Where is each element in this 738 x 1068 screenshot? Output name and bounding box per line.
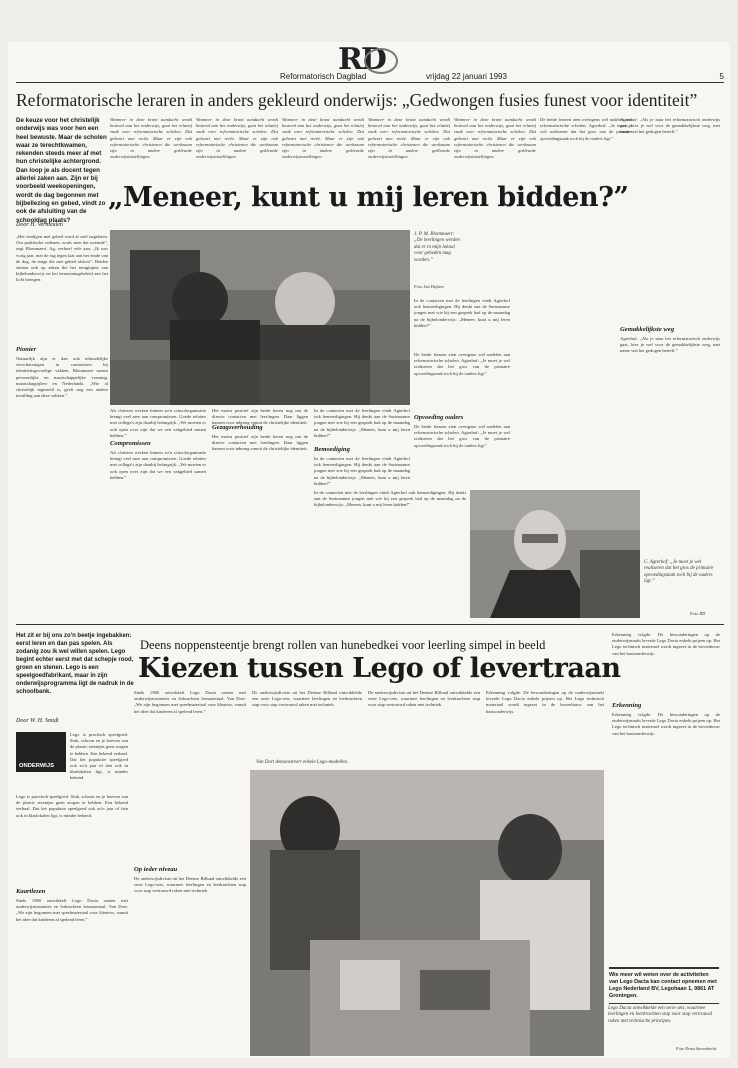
photo-credit-2: Foto RD [690, 611, 706, 616]
article1-sub-gemakkelijk: Gemakkelijkste weg [620, 326, 675, 333]
article1-intro-cont2: Wanneer in deze krant aandacht wordt besteed aan het onderwijs, gaat het relatief vaak over reformatorische scholen. Dat gebeurt met recht. Maar er zijn ook reformatorische christenen die werkzaam zijn in andere gekleurde onderwijsinstellingen. [282, 117, 364, 160]
article1-body-2a: Als christen werken binnen zo'n schoolorganisatie brengt veel mee aan compromissen. Goede relaties met collega's zijn daarbij belangrijk. „We moeten er ook open over zijn dat we een vakgebied samen hebben.” [110, 408, 206, 438]
article2-body-3: De onderwijsdivisie uit het Deense Billund ontwikkelde een serie Lego-sets, waarmee leerlingen en leerkrachten stap voor stap vertrouwd raken met techniek. [252, 690, 362, 708]
photo-portrait-image [470, 490, 640, 618]
article1-body-3a: Het moest positief zijn beide heren nog om de directe contacten met leerlingen. Daar liggen kansen voor inbreng vanuit de christelijke identiteit. [212, 408, 308, 426]
article2-sub-erkenning: Erkenning [612, 702, 642, 709]
article1-body-5: De beide leraren zien overigens wel nadelen aan reformatorische scholen. Agterhof: „Je moet je wel realiseren dat het gros van de primaire opvoedingstaak toch bij de ouders ligt.” [414, 352, 510, 376]
article2-lead: Het zit er bij ons zo'n beetje ingebakken: eerst leren en dan pas spelen. Als zodanig zou ik wel willen spelen. Lego begint echter eerst met dat schepje rood, groen en stenen. Lego is een speelgoedfabrikant, maar in zijn onderwijsprogramma ligt de nadruk in de schoolbank. [16, 633, 134, 695]
plus-ring-logo [364, 48, 398, 74]
article1-body-7: In de contacten met de leerlingen vindt Agterhof ook bemoedigingen. Hij denkt aan de Surinaamse jongen met wie hij een gesprek had op de maandag na de bijbelonderwijs: „Meneer, kunt u mij leren bidden?” [314, 490, 466, 508]
article2-kicker: Deens noppensteentje brengt rollen van hunebedkei voor leerling simpel in beeld [140, 638, 546, 652]
photo-credit-3: Foto Ernst Steendrecht [676, 1046, 717, 1051]
photo-teachers-lab [110, 230, 410, 405]
article2-body-1b: Sinds 1980 ontwikkelt Lego Dacta samen met onderwijsinstanties en lerkrachten lesmateriaal. Van Dort: „We zijn begonnen met speelmateriaal voor kleuters, vanuit het idee dat kinderen al spelend leren.” [16, 898, 128, 922]
article1-sub-gezag: Gezagsverhouding [212, 424, 263, 431]
article1-headline: „Meneer, kunt u mij leren bidden?” [108, 182, 629, 213]
article2-body-1a: Lego is practisch speelgoed. Stuk, schoon en je hoeven van de plastic steentjes geen zorgen te hebben. Een bekend verhaal. Dat het populaire speelgoed ook zo'n jaar of tien ook in klaslokalen ligt, is minder bekend. [70, 732, 128, 781]
article1-body-6b: Agterhof: „Als je naar het reformatorisch onderwijs gaat, kies je wel voor de gemakkelijkste weg, met name wat het gedogen betreft.” [620, 117, 720, 135]
article2-byline: Door W. H. Smidt [16, 718, 59, 724]
article1-body-2: Als christen werken binnen zo'n schoolorganisatie brengt veel mee aan compromissen. Goede relaties met collega's zijn daarbij belangrijk. „We moeten er ook open over zijn dat we een vakgebied samen hebben.” [110, 450, 206, 480]
article1-body-6a: De beide leraren zien overigens wel nadelen aan reformatorische scholen. Agterhof: „Je moet je wel realiseren dat het gros van de primaire opvoedingstaak toch bij de ouders ligt.” [540, 117, 632, 141]
issue-date: vrijdag 22 januari 1993 [426, 72, 507, 81]
article2-body-6a: Erkenning volgde. De bewonderingen op de onderwijsmarkt leverde Lego Dacta enkele prijzen op. Het Lego technisch materiaal wordt ingezet in de bovenbouw van het basisonderwijs. [612, 632, 720, 656]
photo-lego-image [250, 770, 604, 1056]
article1-sub-opvoeding: Opvoeding ouders [414, 414, 464, 421]
article2-headline: Kiezen tussen Lego of levertraan [138, 653, 621, 684]
photo-caption-4: Lego Dacta ontwikkelde een serie sets, waarmee leerlingen en leerkrachten stap voor stap vertrouwd raken met technische principes. [608, 1006, 712, 1024]
photo-lego-classroom [250, 770, 604, 1056]
article1-intro-cont4: Wanneer in deze krant aandacht wordt besteed aan het onderwijs, gaat het relatief vaak over reformatorische scholen. Dat gebeurt met recht. Maar er zijn ook reformatorische christenen die werkzaam zijn in andere gekleurde onderwijsinstellingen. [454, 117, 536, 160]
photo-caption-3: Van Dort demonstreert enkele Lego-modellen. [256, 760, 349, 765]
article1-body-3: Het moest positief zijn beide heren nog om de directe contacten met leerlingen. Daar liggen kansen voor inbreng vanuit de christelijke identiteit. [212, 434, 308, 452]
article1-body-4a: In de contacten met de leerlingen vindt Agterhof ook bemoedigingen. Hij denkt aan de Surinaamse jongen met wie hij een gesprek had op de maandag na de bijbelonderwijs: „Meneer, kunt u mij leren bidden?” [314, 408, 410, 438]
article2-body-1: Lego is practisch speelgoed. Stuk, schoon en je hoeven van de plastic steentjes geen zorgen te hebben. Een bekend verhaal. Dat het populaire speelgoed ook zo'n jaar of tien ook in klaslokalen ligt, is minder bekend. [16, 794, 128, 818]
photo-teachers-lab-image [110, 230, 410, 405]
article1-body-1: „Het eindigen met gebed werd al snel nagelaten. Om praktische redenen, zoals men dat noemde”, zegt Blommaert. Ag, verhoef vele aan: „Ik was vorig jaar, met de rug tegen laat aan het einde van de dag, de enige die met gebed afsloot”. Beiden stuiten ook op zaken die het teruglopen van bijbelonderwijs en het benoemingsbeleid aan het licht brengen. [16, 234, 108, 283]
article1-intro: Wanneer in deze krant aandacht wordt besteed aan het onderwijs, gaat het relatief vaak over reformatorische scholen. Dat gebeurt met recht. Maar er zijn ook reformatorische christenen die werkzaam zijn in andere gekleurde onderwijsinstellingen. [110, 117, 192, 160]
article2-body-2b: De onderwijsdivisie uit het Deense Billund ontwikkelde een serie Lego-sets, waarmee leerlingen en leerkrachten stap voor stap vertrouwd raken met techniek. [134, 876, 246, 894]
article1-intro-cont3: Wanneer in deze krant aandacht wordt besteed aan het onderwijs, gaat het relatief vaak over reformatorische scholen. Dat gebeurt met recht. Maar er zijn ook reformatorische christenen die werkzaam zijn in andere gekleurde onderwijsinstellingen. [368, 117, 450, 160]
article2-body-5: Erkenning volgde. De bewonderingen op de onderwijsmarkt leverde Lego Dacta enkele prijzen op. Het Lego technisch materiaal wordt ingezet in de bovenbouw van het basisonderwijs. [486, 690, 604, 714]
article2-body-2: Sinds 1980 ontwikkelt Lego Dacta samen met onderwijsinstanties en lerkrachten lesmateriaal. Van Dort: „We zijn begonnen met speelmateriaal voor kleuters, vanuit het idee dat kinderen al spelend leren.” [134, 690, 246, 714]
article1-body-4: In de contacten met de leerlingen vindt Agterhof ook bemoedigingen. Hij denkt aan de Surinaamse jongen met wie hij een gesprek had op de maandag na de bijbelonderwijs: „Meneer, kunt u mij leren bidden?” [314, 456, 410, 486]
info-box-contact: Wie meer wil weten over de activiteiten van Lego Dacta kan contact opnemen met Lego Nederland BV, Legohaan 1, 9861 AT Groningen. [609, 967, 719, 1004]
article1-lead: De keuze voor het christelijk onderwijs was voor hen een heel bewuste. Maar de scholen waar ze terechtkwamen, rekenden steeds meer af met hun christelijke achtergrond. Dan loop je als docent tegen allerlei zaken aan. Zijn er bij voorbeeld weekopeningen, wordt de dag begonnen met bijbellezing en gebed, vindt zo ook de afsluiting van de schooldag plaats? [16, 117, 107, 224]
masthead-rule [16, 82, 724, 83]
article1-intro-cont: Wanneer in deze krant aandacht wordt besteed aan het onderwijs, gaat het relatief vaak over reformatorische scholen. Dat gebeurt met recht. Maar er zijn ook reformatorische christenen die werkzaam zijn in andere gekleurde onderwijsinstellingen. [196, 117, 278, 160]
article1-kicker: Reformatorische leraren in anders gekleurd onderwijs: „Gedwongen fusies funest voor identiteit” [16, 90, 698, 110]
article2-body-6: Erkenning volgde. De bewonderingen op de onderwijsmarkt leverde Lego Dacta enkele prijzen op. Het Lego technisch materiaal wordt ingezet in de bovenbouw van het basisonderwijs. [612, 712, 720, 736]
article2-sub-kaartlezen: Kaartlezen [16, 888, 46, 895]
photo-portrait-agterhof [470, 490, 640, 618]
article-divider [16, 624, 724, 625]
article2-body-4: De onderwijsdivisie uit het Deense Billund ontwikkelde een serie Lego-sets, waarmee leerlingen en leerkrachten stap voor stap vertrouwd raken met techniek. [368, 690, 480, 708]
article1-body-6: Agterhof: „Als je naar het reformatorisch onderwijs gaat, kies je wel voor de gemakkelijkste weg, met name wat het gedogen betreft.” [620, 336, 720, 354]
article1-body-5a: In de contacten met de leerlingen vindt Agterhof ook bemoedigingen. Hij denkt aan de Surinaamse jongen met wie hij een gesprek had op de maandag na de bijbelonderwijs: „Meneer, kunt u mij leren bidden?” [414, 298, 510, 328]
paper-name: Reformatorisch Dagblad [280, 72, 367, 81]
article2-sub-niveau: Op ieder niveau [134, 866, 178, 873]
paper-logo: RD [338, 42, 385, 77]
section-badge-onderwijs: ONDERWIJS [16, 732, 66, 772]
photo-caption-2: C. Agterhof: „Je moet je wel realiseren dat het gros de primaire opvoedingstaak toch bij de ouders ligt.” [644, 560, 714, 585]
photo-caption-1: J. P. M. Blommaert: „De leerlingen werden dat er in mijn lokaal voor gebeden mag worden.” [414, 232, 460, 263]
article1-sub-bemoediging: Bemoediging [314, 446, 350, 453]
photo-credit-1: Foto Jan Hofstee [414, 284, 445, 289]
article1-byline: Door H. Vermeulen [16, 222, 63, 228]
article1-body-5b: De beide leraren zien overigens wel nadelen aan reformatorische scholen. Agterhof: „Je moet je wel realiseren dat het gros van de primaire opvoedingstaak toch bij de ouders ligt.” [414, 424, 510, 448]
page-number: 5 [719, 72, 724, 81]
masthead [8, 42, 730, 82]
article1-sub-pionier: Pionier [16, 346, 37, 353]
article1-body-1b: Natuurlijk zijn er dan ook inhoudelijke verschuivingen in constateren bij identiteitsgevoelige vakken. Blommaert noemt persoonlijke en maatschappelijke vorming, maatschappijleer en Nederlands. „Wie al christelijk ingesteld is, geeft nog een andere invulling aan deze vakken.” [16, 356, 108, 399]
article1-sub-compromissen: Compromissen [110, 440, 151, 447]
